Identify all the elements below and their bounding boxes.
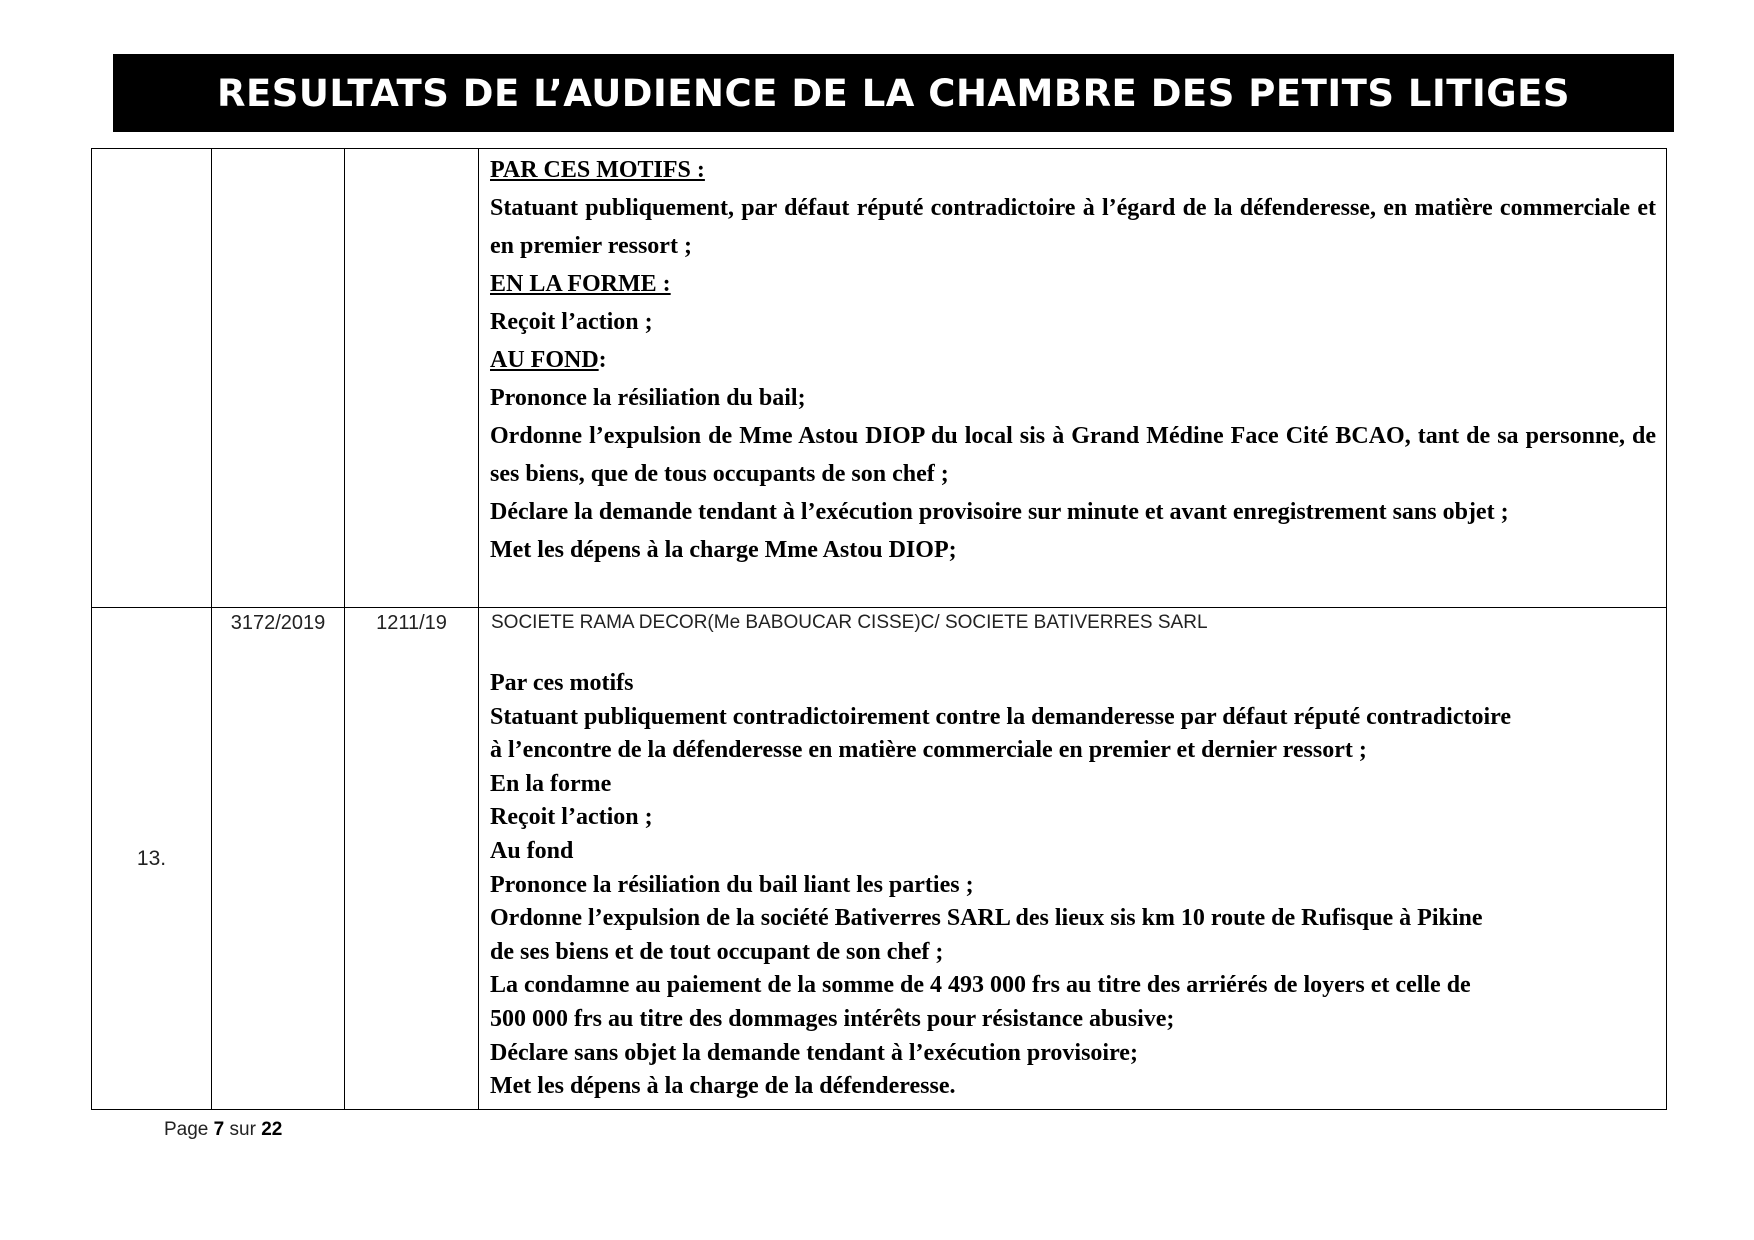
decision-line: Met les dépens à la charge Mme Astou DIOP; bbox=[490, 537, 957, 563]
decision-cell bbox=[479, 608, 1667, 1110]
decision-line: Statuant publiquement contradictoirement contre la demanderesse par défaut réputé contradictoire bbox=[490, 703, 1512, 730]
section-heading: PAR CES MOTIFS : bbox=[490, 157, 705, 183]
row-number bbox=[92, 149, 212, 608]
section-heading: Au fond bbox=[490, 837, 574, 864]
judgment-number: 1211/19 bbox=[345, 608, 479, 1110]
decision-line: Reçoit l’action ; bbox=[490, 804, 653, 831]
judgment-number bbox=[345, 149, 479, 608]
page-number: 7 bbox=[213, 1119, 225, 1140]
page-title: RESULTATS DE L’AUDIENCE DE LA CHAMBRE DES PETITS LITIGES bbox=[216, 71, 1571, 115]
results-table bbox=[91, 148, 1667, 1110]
total-pages: 22 bbox=[261, 1119, 283, 1140]
page-label: Page bbox=[164, 1119, 209, 1140]
decision-cell bbox=[479, 149, 1667, 608]
decision-line: Déclare sans objet la demande tendant à l’exécution provisoire; bbox=[490, 1039, 1138, 1066]
table-row bbox=[92, 608, 1667, 1110]
decision-line: Met les dépens à la charge de la défenderesse. bbox=[490, 1073, 956, 1100]
rg-number bbox=[212, 149, 345, 608]
row-number: 13. bbox=[92, 608, 212, 1110]
section-heading-au-fond: AU FOND: bbox=[490, 347, 607, 373]
rg-number: 3172/2019 bbox=[212, 608, 345, 1110]
decision-line: Prononce la résiliation du bail; bbox=[490, 385, 806, 411]
section-heading: Par ces motifs bbox=[490, 670, 634, 696]
decision-line: 500 000 frs au titre des dommages intérêts pour résistance abusive; bbox=[490, 1005, 1175, 1032]
section-heading: EN LA FORME : bbox=[490, 271, 671, 297]
section-heading: En la forme bbox=[490, 770, 612, 797]
decision-line: Prononce la résiliation du bail liant les parties ; bbox=[490, 871, 974, 898]
header-bar bbox=[113, 54, 1674, 132]
sur-label: sur bbox=[229, 1119, 256, 1140]
decision-line: de ses biens et de tout occupant de son chef ; bbox=[490, 938, 944, 965]
decision-line: à l’encontre de la défenderesse en matière commerciale en premier et dernier ressort ; bbox=[490, 737, 1367, 764]
page-footer bbox=[164, 1119, 282, 1141]
table-row bbox=[92, 149, 1667, 608]
decision-line: La condamne au paiement de la somme de 4 493 000 frs au titre des arriérés de loyers et celle de bbox=[490, 972, 1471, 999]
decision-line: Ordonne l’expulsion de la société Bativerres SARL des lieux sis km 10 route de Rufisque à Pikine bbox=[490, 905, 1483, 932]
decision-line: Reçoit l’action ; bbox=[490, 309, 653, 335]
decision-line: Ordonne l’expulsion de Mme Astou DIOP du local sis à Grand Médine Face Cité BCAO, tant de sa personne, de ses biens, que de tous occupants de son chef ; bbox=[490, 423, 1656, 487]
decision-line: Déclare la demande tendant à l’exécution provisoire sur minute et avant enregistrement sans objet ; bbox=[490, 499, 1509, 525]
decision-line: Statuant publiquement, par défaut réputé contradictoire à l’égard de la défenderesse, en matière commerciale et en premier ressort ; bbox=[490, 195, 1656, 259]
parties-line: SOCIETE RAMA DECOR(Me BABOUCAR CISSE)C/ SOCIETE BATIVERRES SARL bbox=[491, 612, 1208, 633]
